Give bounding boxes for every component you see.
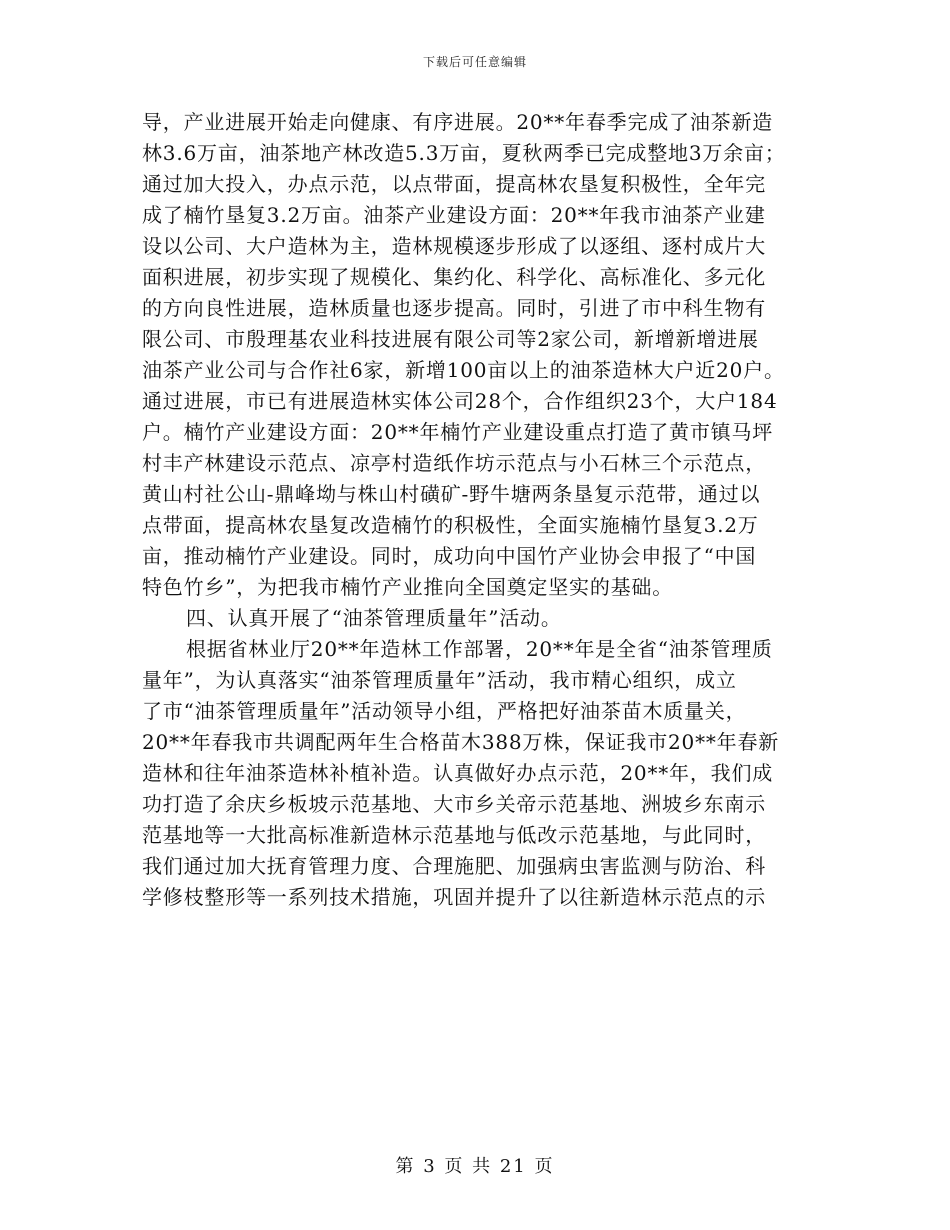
body-line: 量年”，为认真落实“油茶管理质量年”活动，我市精心组织，成立 [142, 668, 737, 692]
body-line: 限公司、市殷理基农业科技进展有限公司等2家公司，新增新增进展 [142, 327, 759, 351]
document-body [142, 107, 832, 913]
body-line: 功打造了余庆乡板坡示范基地、大市乡关帝示范基地、洲坡乡东南示 [142, 792, 766, 816]
body-line: 根据省林业厅20**年造林工作部署，20**年是全省“油茶管理质 [186, 637, 773, 661]
body-line: 成了楠竹垦复3.2万亩。油茶产业建设方面：20**年我市油茶产业建 [142, 203, 766, 227]
page-number: 第 3 页 共 21 页 [395, 1156, 555, 1177]
body-line: 亩，推动楠竹产业建设。同时，成功向中国竹产业协会申报了“中国 [142, 544, 757, 568]
body-line: 了市“油茶管理质量年”活动领导小组，严格把好油茶苗木质量关， [142, 699, 747, 723]
body-line: 我们通过加大抚育管理力度、合理施肥、加强病虫害监测与防治、科 [142, 854, 766, 878]
body-line: 面积进展，初步实现了规模化、集约化、科学化、高标准化、多元化 [142, 265, 766, 289]
body-line: 特色竹乡”，为把我市楠竹产业推向全国奠定坚实的基础。 [142, 575, 674, 599]
body-line: 点带面，提高林农垦复改造楠竹的积极性，全面实施楠竹垦复3.2万 [142, 513, 759, 537]
body-line: 村丰产林建设示范点、凉亭村造纸作坊示范点与小石林三个示范点， [142, 451, 766, 475]
body-line: 林3.6万亩，油茶地产林改造5.3万亩，夏秋两季已完成整地3万余亩； [142, 141, 786, 165]
body-line: 户。楠竹产业建设方面：20**年楠竹产业建设重点打造了黄市镇马坪 [142, 420, 774, 444]
body-line: 油茶产业公司与合作社6家，新增100亩以上的油茶造林大户近20户。 [142, 358, 785, 382]
section-heading: 四、认真开展了“油茶管理质量年”活动。 [186, 606, 562, 630]
body-line: 学修枝整形等一系列技术措施，巩固并提升了以往新造林示范点的示 [142, 885, 766, 909]
body-line: 设以公司、大户造林为主，造林规模逐步形成了以逐组、逐村成片大 [142, 234, 766, 258]
page-header: 下载后可任意编辑 [422, 55, 527, 69]
body-line: 范基地等一大批高标准新造林示范基地与低改示范基地，与此同时， [142, 823, 766, 847]
body-line: 通过进展，市已有进展造林实体公司28个，合作组织23个，大户184 [142, 389, 778, 413]
body-line: 通过加大投入，办点示范，以点带面，提高林农垦复积极性，全年完 [142, 172, 766, 196]
body-line: 导，产业进展开始走向健康、有序进展。20**年春季完成了油茶新造 [142, 110, 774, 134]
body-line: 造林和往年油茶造林补植补造。认真做好办点示范，20**年，我们成 [142, 761, 774, 785]
body-line: 20**年春我市共调配两年生合格苗木388万株，保证我市20**年春新 [142, 730, 780, 754]
body-line: 黄山村社公山-鼎峰坳与株山村磺矿-野牛塘两条垦复示范带，通过以 [142, 482, 761, 506]
body-line: 的方向良性进展，造林质量也逐步提高。同时，引进了市中科生物有 [142, 296, 766, 320]
